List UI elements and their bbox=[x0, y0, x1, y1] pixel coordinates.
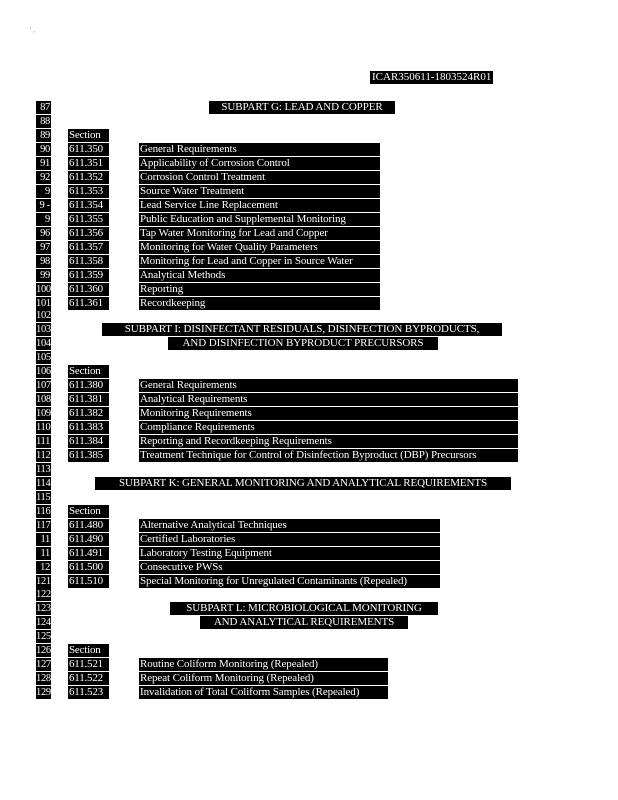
section-title: Monitoring for Water Quality Parameters bbox=[139, 241, 380, 254]
section-number: 611.351 bbox=[68, 157, 109, 170]
line-number: 9 bbox=[36, 185, 51, 198]
line-number: 11 bbox=[36, 547, 51, 560]
section-number: 611.382 bbox=[68, 407, 109, 420]
line-number: 101 bbox=[36, 298, 51, 309]
line-number: 88 bbox=[36, 115, 51, 128]
subpart-k-title-row bbox=[0, 477, 618, 490]
section-number: 611.490 bbox=[68, 533, 109, 546]
line-number: 100 bbox=[36, 284, 51, 295]
table-row bbox=[0, 171, 618, 184]
line-number: 121 bbox=[36, 576, 51, 587]
section-title: Reporting bbox=[139, 283, 380, 296]
line-number: 12 bbox=[36, 561, 51, 574]
subpart-g-title-row bbox=[0, 101, 618, 114]
section-number: 611.350 bbox=[68, 143, 109, 156]
line-number: 114 bbox=[36, 478, 51, 489]
section-number: 611.384 bbox=[68, 435, 109, 448]
blank-row bbox=[0, 491, 618, 504]
line-number: 115 bbox=[36, 492, 51, 503]
subpart-k-title: SUBPART K: GENERAL MONITORING AND ANALYTICAL REQUIREMENTS bbox=[95, 477, 511, 490]
subpart-l-title-line-1: SUBPART L: MICROBIOLOGICAL MONITORING bbox=[170, 602, 438, 615]
line-number: 110 bbox=[36, 422, 51, 433]
line-number: 124 bbox=[36, 617, 51, 628]
section-title: General Requirements bbox=[139, 143, 380, 156]
line-number: 103 bbox=[36, 324, 51, 335]
section-number: 611.523 bbox=[68, 686, 109, 699]
table-row bbox=[0, 157, 618, 170]
table-row bbox=[0, 547, 618, 560]
line-number: 128 bbox=[36, 673, 51, 684]
section-number: 611.380 bbox=[68, 379, 109, 392]
table-row bbox=[0, 421, 618, 434]
line-number: 127 bbox=[36, 659, 51, 670]
section-title: Certified Laboratories bbox=[139, 533, 440, 546]
section-title: Source Water Treatment bbox=[139, 185, 380, 198]
line-number: 105 bbox=[36, 352, 51, 363]
section-number: 611.356 bbox=[68, 227, 109, 240]
line-number: 107 bbox=[36, 380, 51, 391]
table-row bbox=[0, 672, 618, 685]
section-number: 611.352 bbox=[68, 171, 109, 184]
section-title: Analytical Requirements bbox=[139, 393, 518, 406]
line-number: 113 bbox=[36, 464, 51, 475]
line-number: 117 bbox=[36, 520, 51, 531]
table-row bbox=[0, 407, 618, 420]
line-number: 111 bbox=[36, 436, 51, 447]
section-title: Lead Service Line Replacement bbox=[139, 199, 380, 212]
section-title: Consecutive PWSs bbox=[139, 561, 440, 574]
line-number: 102 bbox=[36, 310, 51, 321]
table-row bbox=[0, 185, 618, 198]
table-row bbox=[0, 519, 618, 532]
table-row bbox=[0, 449, 618, 462]
section-label: Section bbox=[68, 365, 109, 378]
section-header-row bbox=[0, 505, 618, 518]
table-row bbox=[0, 658, 618, 671]
scan-marks: ' , bbox=[30, 26, 35, 34]
table-row bbox=[0, 575, 618, 588]
section-number: 611.357 bbox=[68, 241, 109, 254]
section-number: 611.510 bbox=[68, 575, 109, 588]
line-number: 90 bbox=[36, 143, 51, 156]
table-row bbox=[0, 393, 618, 406]
section-number: 611.491 bbox=[68, 547, 109, 560]
section-title: Repeat Coliform Monitoring (Repealed) bbox=[139, 672, 388, 685]
section-title: Recordkeeping bbox=[139, 297, 380, 310]
section-title: Tap Water Monitoring for Lead and Copper bbox=[139, 227, 380, 240]
section-label: Section bbox=[68, 129, 109, 142]
line-number: 122 bbox=[36, 589, 51, 600]
section-number: 611.500 bbox=[68, 561, 109, 574]
section-number: 611.521 bbox=[68, 658, 109, 671]
blank-row bbox=[0, 351, 618, 364]
table-row bbox=[0, 213, 618, 226]
table-row bbox=[0, 686, 618, 699]
section-title: Public Education and Supplemental Monitoring bbox=[139, 213, 380, 226]
section-title: Monitoring Requirements bbox=[139, 407, 518, 420]
line-number: 11 bbox=[36, 533, 51, 546]
section-number: 611.383 bbox=[68, 421, 109, 434]
section-title: Laboratory Testing Equipment bbox=[139, 547, 440, 560]
section-title: Reporting and Recordkeeping Requirements bbox=[139, 435, 518, 448]
subpart-i-title-row-1 bbox=[0, 323, 618, 336]
table-row bbox=[0, 269, 618, 282]
section-title: Special Monitoring for Unregulated Contaminants (Repealed) bbox=[139, 575, 440, 588]
table-row bbox=[0, 283, 618, 296]
line-number: 9 - bbox=[36, 199, 51, 212]
section-header-row bbox=[0, 644, 618, 657]
line-number: 129 bbox=[36, 687, 51, 698]
line-number: 109 bbox=[36, 408, 51, 419]
section-number: 611.359 bbox=[68, 269, 109, 282]
section-title: Invalidation of Total Coliform Samples (Repealed) bbox=[139, 686, 388, 699]
subpart-l-title-row-1 bbox=[0, 602, 618, 615]
line-number: 126 bbox=[36, 645, 51, 656]
section-header-row bbox=[0, 129, 618, 142]
subpart-l-title-line-2: AND ANALYTICAL REQUIREMENTS bbox=[200, 616, 408, 629]
line-number: 92 bbox=[36, 171, 51, 184]
section-number: 611.353 bbox=[68, 185, 109, 198]
line-number: 9 bbox=[36, 213, 51, 226]
line-number: 87 bbox=[36, 101, 51, 114]
section-number: 611.385 bbox=[68, 449, 109, 462]
document-id: ICAR350611-1803524R01 bbox=[372, 71, 492, 83]
section-title: Routine Coliform Monitoring (Repealed) bbox=[139, 658, 388, 671]
section-number: 611.354 bbox=[68, 199, 109, 212]
subpart-i-title-line-1: SUBPART I: DISINFECTANT RESIDUALS, DISINFECTION BYPRODUCTS, bbox=[102, 323, 502, 336]
section-title: Analytical Methods bbox=[139, 269, 380, 282]
blank-row bbox=[0, 309, 618, 322]
section-number: 611.360 bbox=[68, 283, 109, 296]
section-title: General Requirements bbox=[139, 379, 518, 392]
line-number: 89 bbox=[36, 129, 51, 142]
section-title: Alternative Analytical Techniques bbox=[139, 519, 440, 532]
subpart-i-title-row-2 bbox=[0, 337, 618, 350]
line-number: 99 bbox=[36, 269, 51, 282]
line-number: 125 bbox=[36, 631, 51, 642]
blank-row bbox=[0, 588, 618, 601]
blank-row bbox=[0, 463, 618, 476]
section-label: Section bbox=[68, 505, 109, 518]
section-number: 611.355 bbox=[68, 213, 109, 226]
blank-row bbox=[0, 630, 618, 643]
section-title: Treatment Technique for Control of Disinfection Byproduct (DBP) Precursors bbox=[139, 449, 518, 462]
table-row bbox=[0, 435, 618, 448]
section-number: 611.361 bbox=[68, 297, 109, 310]
blank-row bbox=[0, 115, 618, 128]
table-row bbox=[0, 199, 618, 212]
section-title: Corrosion Control Treatment bbox=[139, 171, 380, 184]
table-row bbox=[0, 561, 618, 574]
section-number: 611.480 bbox=[68, 519, 109, 532]
section-number: 611.358 bbox=[68, 255, 109, 268]
section-label: Section bbox=[68, 644, 109, 657]
table-row bbox=[0, 143, 618, 156]
line-number: 96 bbox=[36, 227, 51, 240]
line-number: 91 bbox=[36, 157, 51, 170]
section-title: Monitoring for Lead and Copper in Source Water bbox=[139, 255, 380, 268]
subpart-i-title-line-2: AND DISINFECTION BYPRODUCT PRECURSORS bbox=[168, 337, 438, 350]
table-row bbox=[0, 227, 618, 240]
line-number: 123 bbox=[36, 603, 51, 614]
table-row bbox=[0, 255, 618, 268]
section-number: 611.381 bbox=[68, 393, 109, 406]
table-row bbox=[0, 241, 618, 254]
table-row bbox=[0, 379, 618, 392]
subpart-l-title-row-2 bbox=[0, 616, 618, 629]
section-title: Applicability of Corrosion Control bbox=[139, 157, 380, 170]
line-number: 112 bbox=[36, 450, 51, 461]
line-number: 106 bbox=[36, 366, 51, 377]
line-number: 98 bbox=[36, 255, 51, 268]
subpart-g-title: SUBPART G: LEAD AND COPPER bbox=[209, 101, 395, 114]
line-number: 116 bbox=[36, 506, 51, 517]
section-title: Compliance Requirements bbox=[139, 421, 518, 434]
section-header-row bbox=[0, 365, 618, 378]
section-number: 611.522 bbox=[68, 672, 109, 685]
line-number: 108 bbox=[36, 394, 51, 405]
line-number: 97 bbox=[36, 241, 51, 254]
table-row bbox=[0, 533, 618, 546]
line-number: 104 bbox=[36, 338, 51, 349]
